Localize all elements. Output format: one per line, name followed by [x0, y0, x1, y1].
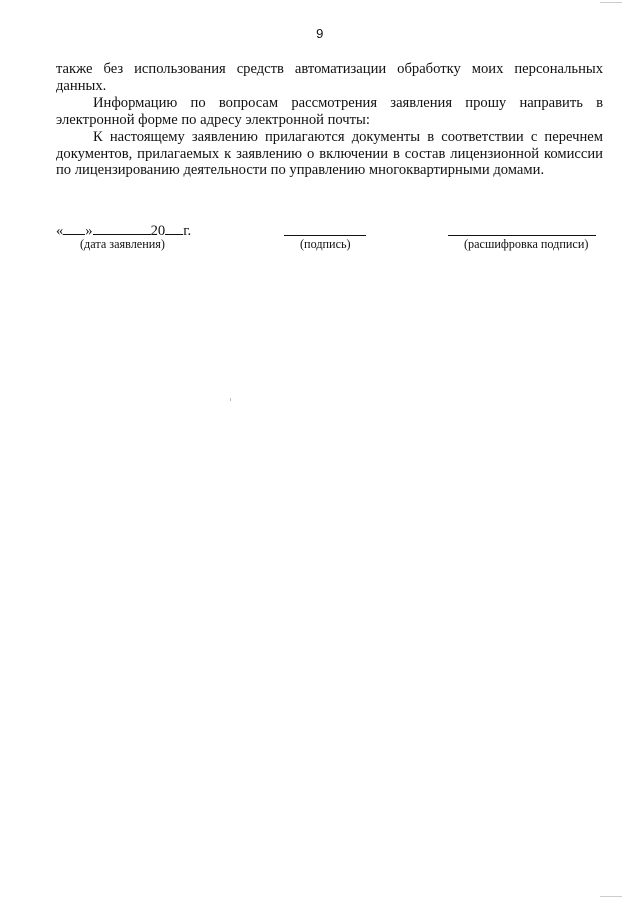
- scan-corner-mark-top: [600, 2, 622, 3]
- signature-decoding-caption: (расшифровка подписи): [464, 237, 589, 251]
- signature-block: [56, 220, 603, 260]
- paragraph-email-response-text: Информацию по вопросам рассмотрения заявления прошу направить в электронной форме по адресу электронной почты:: [56, 95, 603, 128]
- signature-line: [284, 235, 366, 236]
- month-blank: [93, 220, 151, 235]
- scan-speck: [230, 398, 231, 401]
- signature-decoding-line: [448, 235, 596, 236]
- date-year-suffix: г.: [183, 223, 192, 239]
- paragraph-personal-data: [56, 61, 603, 94]
- date-caption: (дата заявления): [80, 237, 165, 251]
- paragraph-attachments-text: К настоящему заявлению прилагаются документы в соответствии с перечнем документов, прилагаемых к заявлению о включении в состав лицензионной комиссии по лицензированию деятельности по управлению многоквартирными домами.: [56, 129, 603, 178]
- year-blank: [165, 220, 183, 235]
- paragraph-personal-data-text: также без использования средств автоматизации обработку моих персональных данных.: [56, 61, 603, 94]
- date-open-quote: «: [56, 223, 64, 239]
- signature-caption: (подпись): [300, 237, 351, 251]
- paragraph-attachments: [56, 129, 603, 179]
- paragraph-email-response: [56, 95, 603, 128]
- scan-corner-mark-bottom: [600, 896, 622, 897]
- page-number: 9: [316, 26, 324, 41]
- date-year-prefix: 20: [150, 223, 166, 239]
- day-blank: [63, 220, 85, 235]
- date-close-quote: »: [85, 223, 93, 239]
